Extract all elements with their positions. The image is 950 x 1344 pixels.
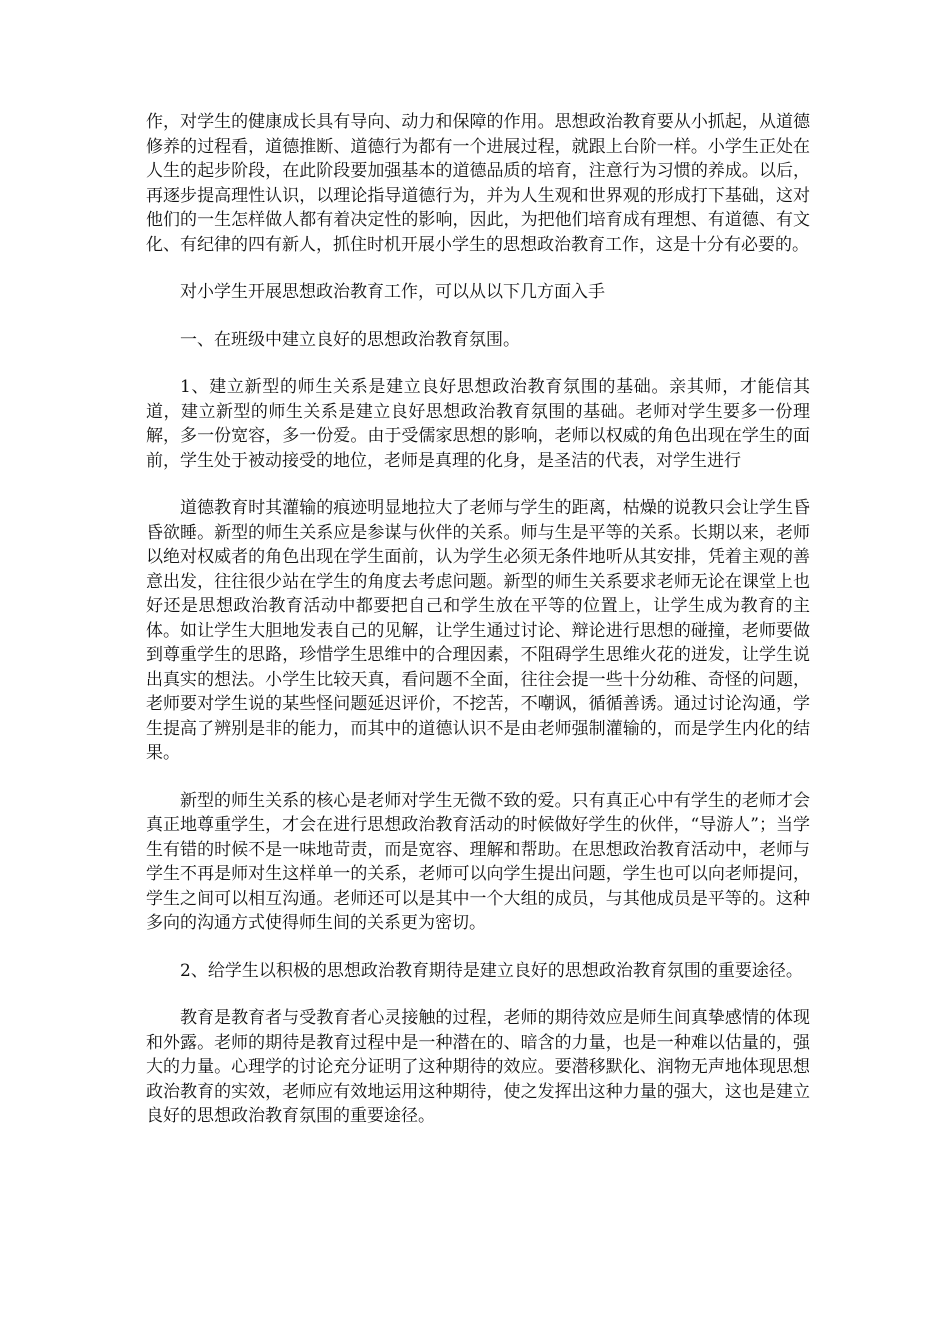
paragraph-intro-continued: 作，对学生的健康成长具有导向、动力和保障的作用。思想政治教育要从小抓起，从道德修养的过程看，道德推断、道德行为都有一个进展过程，就跟上台阶一样。小学生正处在人生的起步阶段，在此阶段要加强基本的道德品质的培育，注意行为习惯的养成。以后，再逐步提高理性认识，以理论指导道德行为，并为人生观和世界观的形成打下基础，这对他们的一生怎样做人都有着决定性的影响，因此，为把他们培育成有理想、有道德、有文化、有纪律的四有新人，抓住时机开展小学生的思想政治教育工作，这是十分有必要的。 (146, 112, 810, 255)
paragraph-core-relationship: 新型的师生关系的核心是老师对学生无微不致的爱。只有真正心中有学生的老师才会真正地尊重学生，才会在进行思想政治教育活动的时候做好学生的伙伴，“导游人”；当学生有错的时候不是一味地苛责，而是宽容、理解和帮助。在思想政治教育活动中，老师与学生不再是师对生这样单一的关系，老师可以向学生提出问题，学生也可以向老师提问，学生之间可以相互沟通。老师还可以是其中一个大组的成员，与其他成员是平等的。这种多向的沟通方式使得师生间的关系更为密切。 (146, 790, 810, 933)
paragraph-point-2: 2、给学生以积极的思想政治教育期待是建立良好的思想政治教育氛围的重要途径。 (180, 960, 803, 981)
paragraph-moral-education: 道德教育时其灌输的痕迹明显地拉大了老师与学生的距离，枯燥的说教只会让学生昏昏欲睡。新型的师生关系应是参谋与伙伴的关系。师与生是平等的关系。长期以来，老师以绝对权威者的角色出现在学生面前，认为学生必须无条件地听从其安排，凭着主观的善意出发，往往很少站在学生的角度去考虑问题。新型的师生关系要求老师无论在课堂上也好还是思想政治教育活动中都要把自己和学生放在平等的位置上，让学生成为教育的主体。如让学生大胆地发表自己的见解，让学生通过讨论、辩论进行思想的碰撞，老师要做到尊重学生的思路，珍惜学生思维中的合理因素，不阻碍学生思维火花的迸发，让学生说出真实的想法。小学生比较天真，看问题不全面，往往会提一些十分幼稚、奇怪的问题，老师要对学生说的某些怪问题延迟评价，不挖苦，不嘲讽，循循善诱。通过讨论沟通，学生提高了辨别是非的能力，而其中的道德认识不是由老师强制灌输的，而是学生内化的结果。 (146, 498, 810, 763)
paragraph-expectation-effect: 教育是教育者与受教育者心灵接触的过程，老师的期待效应是师生间真挚感情的体现和外露。老师的期待是教育过程中是一种潜在的、暗含的力量，也是一种难以估量的，强大的力量。心理学的讨论充分证明了这种期待的效应。要潜移默化、润物无声地体现思想政治教育的实效，老师应有效地运用这种期待，使之发挥出这种力量的强大，这也是建立良好的思想政治教育氛围的重要途径。 (146, 1008, 810, 1126)
paragraph-point-1: 1、建立新型的师生关系是建立良好思想政治教育氛围的基础。亲其师，才能信其道，建立新型的师生关系是建立良好思想政治教育氛围的基础。老师对学生要多一份理解，多一份宽容，多一份爱。由于受儒家思想的影响，老师以权威的角色出现在学生的面前，学生处于被动接受的地位，老师是真理的化身，是圣洁的代表，对学生进行 (146, 377, 810, 471)
document-body (146, 110, 810, 1152)
section-heading-1: 一、在班级中建立良好的思想政治教育氛围。 (180, 329, 520, 350)
paragraph-approach-intro: 对小学生开展思想政治教育工作，可以从以下几方面入手 (180, 282, 605, 302)
